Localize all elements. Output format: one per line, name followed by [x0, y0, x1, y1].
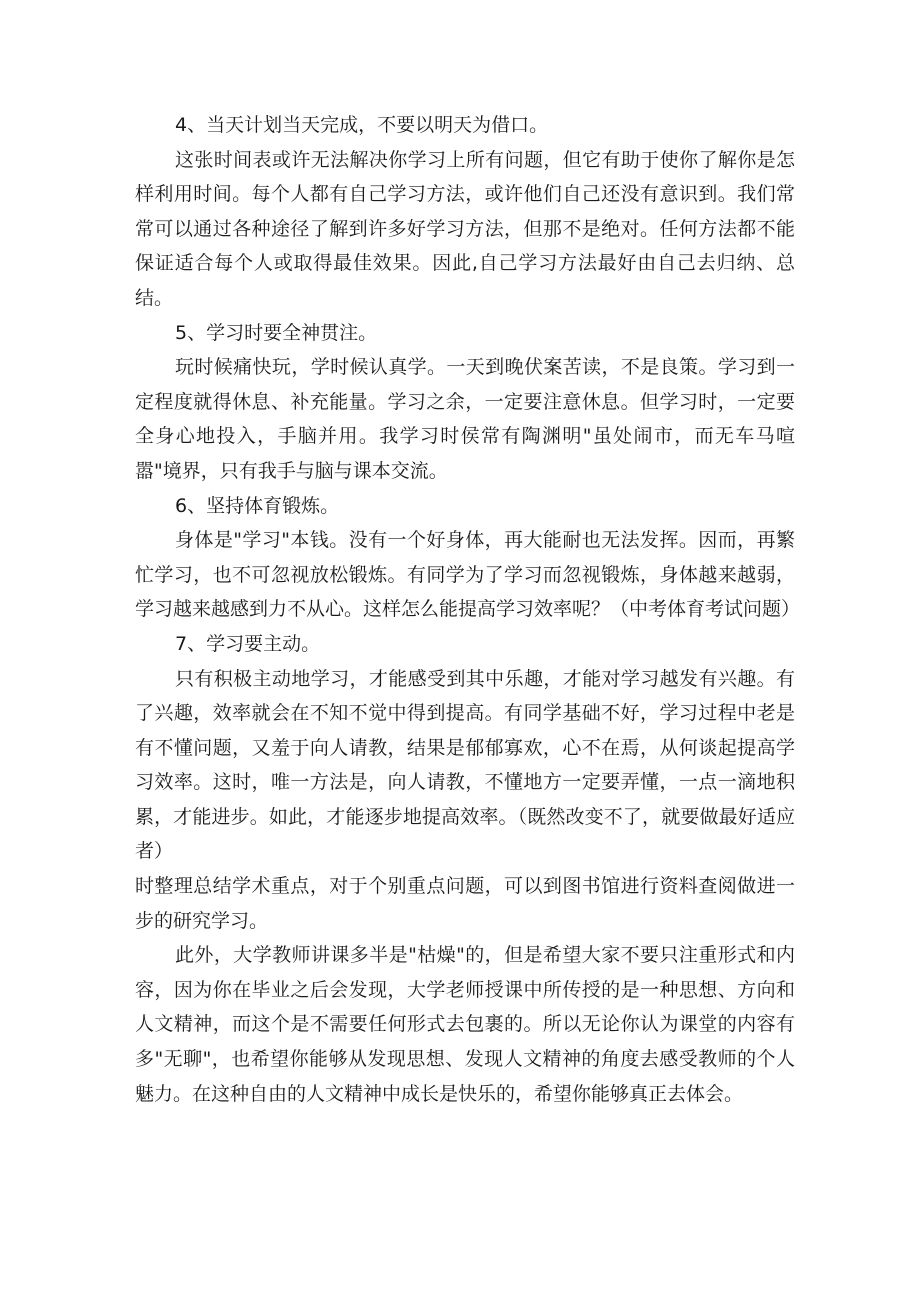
body-paragraph: 身体是"学习"本钱。没有一个好身体，再大能耐也无法发挥。因而，再繁忙学习，也不可忽视放松锻炼。有同学为了学习而忽视锻炼，身体越来越弱，学习越来越感到力不从心。这样怎么能提高学习效率呢？（中考体育考试问题）: [135, 529, 801, 621]
body-paragraph: 只有积极主动地学习，才能感受到其中乐趣，才能对学习越发有兴趣。有了兴趣，效率就会在不知不觉中得到提高。有同学基础不好，学习过程中老是有不懂问题，又羞于向人请教，结果是郁郁寡欢，心不在焉，从何谈起提高学习效率。这时，唯一方法是，向人请教，不懂地方一定要弄懂，一点一滴地积累，才能进步。如此，才能逐步地提高效率。（既然改变不了，就要做最好适应者）: [135, 667, 795, 863]
body-paragraph: 玩时候痛快玩，学时候认真学。一天到晚伏案苦读，不是良策。学习到一定程度就得休息、补充能量。学习之余，一定要注意休息。但学习时，一定要全身心地投入，手脑并用。我学习时侯常有陶渊明"虽处闹市，而无车马喧嚣"境界，只有我手与脑与课本交流。: [135, 356, 795, 482]
body-paragraph: 这张时间表或许无法解决你学习上所有问题，但它有助于使你了解你是怎样利用时间。每个人都有自己学习方法，或许他们自己还没有意识到。我们常常可以通过各种途径了解到许多好学习方法，但那不是绝对。任何方法都不能保证适合每个人或取得最佳效果。因此,自己学习方法最好由自己去归纳、总结。: [135, 148, 795, 309]
list-heading-6: 6、坚持体育锻炼。: [175, 494, 340, 517]
body-paragraph: 时整理总结学术重点，对于个别重点问题，可以到图书馆进行资料查阅做进一步的研究学习。: [135, 875, 795, 932]
list-heading-4: 4、当天计划当天完成，不要以明天为借口。: [175, 114, 549, 136]
body-paragraph: 此外，大学教师讲课多半是"枯燥"的，但是希望大家不要只注重形式和内容，因为你在毕业之后会发现，大学老师授课中所传授的是一种思想、方向和人文精神，而这个是不需要任何形式去包裹的。所以无论你认为课堂的内容有多"无聊"，也希望你能够从发现思想、发现人文精神的角度去感受教师的个人魅力。在这种自由的人文精神中成长是快乐的，希望你能够真正去体会。: [135, 944, 795, 1105]
list-heading-5: 5、学习时要全神贯注。: [175, 321, 378, 344]
list-heading-7: 7、学习要主动。: [175, 632, 321, 655]
document-body: [135, 108, 801, 1111]
